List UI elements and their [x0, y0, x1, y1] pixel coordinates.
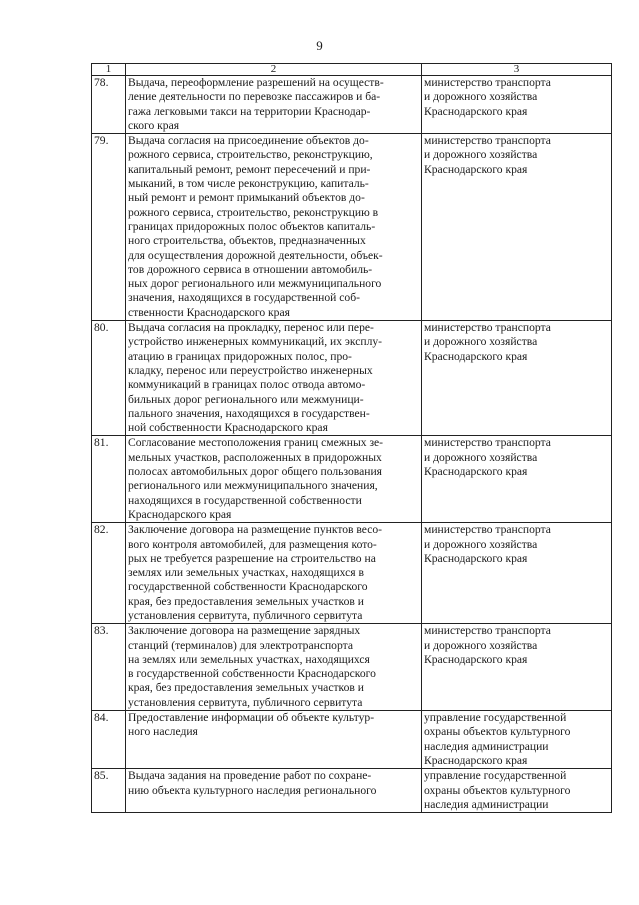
service-line: установления сервитута, публичного сервитута — [128, 695, 363, 709]
authority-line: Краснодарского края — [424, 162, 528, 176]
service-line: вого контроля автомобилей, для размещения кото- — [128, 537, 377, 551]
responsible-authority — [422, 134, 612, 321]
service-line: для осуществления дорожной деятельности, объек- — [128, 248, 383, 262]
service-description — [126, 76, 422, 134]
responsible-authority — [422, 76, 612, 134]
responsible-authority — [422, 523, 612, 624]
service-line: ление деятельности по перевозке пассажиров и ба- — [128, 90, 381, 104]
service-line: пального значения, находящихся в государствен- — [128, 406, 370, 420]
service-line: ный ремонт и ремонт примыканий объектов до- — [128, 191, 365, 205]
authority-line: наследия администрации — [424, 797, 549, 811]
service-line: капитальный ремонт, ремонт пересечений и при- — [128, 162, 371, 176]
service-description — [126, 624, 422, 711]
row-number: 84. — [92, 711, 126, 769]
row-number: 82. — [92, 523, 126, 624]
authority-line: Краснодарского края — [424, 349, 528, 363]
authority-line: охраны объектов культурного — [424, 783, 571, 797]
service-line: мыканий, в том числе реконструкцию, капиталь- — [128, 177, 369, 191]
authority-line: министерство транспорта — [424, 624, 551, 638]
authority-line: министерство транспорта — [424, 436, 551, 450]
row-number: 78. — [92, 76, 126, 134]
authority-line: и дорожного хозяйства — [424, 90, 538, 104]
service-line: Выдача задания на проведение работ по сохране- — [128, 769, 372, 783]
service-line: ного наследия — [128, 725, 198, 739]
service-line: находящихся в государственной собственности — [128, 493, 362, 507]
service-description — [126, 523, 422, 624]
service-line: рожного сервиса, строительство, реконструкцию, — [128, 148, 373, 162]
service-line: землях или земельных участках, находящихся в — [128, 566, 364, 580]
authority-line: Краснодарского края — [424, 753, 528, 767]
page-number: 9 — [316, 38, 323, 53]
table-header-row — [92, 64, 612, 76]
table-row — [92, 624, 612, 711]
service-description — [126, 321, 422, 436]
service-line: Предоставление информации об объекте культур- — [128, 711, 375, 725]
table-row — [92, 711, 612, 769]
row-number: 79. — [92, 134, 126, 321]
service-line: ственности Краснодарского края — [128, 305, 290, 319]
table-row — [92, 76, 612, 134]
authority-line: министерство транспорта — [424, 321, 551, 335]
table-row — [92, 134, 612, 321]
service-line: края, без предоставления земельных участков и — [128, 594, 364, 608]
service-line: Заключение договора на размещение пунктов весо- — [128, 523, 383, 537]
service-line: рых не требуется разрешение на строительство на — [128, 551, 376, 565]
responsible-authority — [422, 769, 612, 813]
authority-line: Краснодарского края — [424, 465, 528, 479]
table-row — [92, 523, 612, 624]
responsible-authority — [422, 624, 612, 711]
service-line: Краснодарского края — [128, 507, 232, 521]
authority-line: и дорожного хозяйства — [424, 537, 538, 551]
service-description — [126, 769, 422, 813]
header-col-1: 1 — [92, 64, 126, 76]
service-line: устройство инженерных коммуникаций, их эксплу- — [128, 335, 383, 349]
authority-line: министерство транспорта — [424, 523, 551, 537]
service-line: Выдача согласия на прокладку, перенос или пере- — [128, 321, 374, 335]
service-line: в государственной собственности Краснодарского — [128, 667, 376, 681]
table-row — [92, 769, 612, 813]
service-line: ной собственности Краснодарского края — [128, 421, 328, 435]
table-row — [92, 436, 612, 523]
service-line: регионального или межмуниципального значения, — [128, 479, 378, 493]
service-line: значения, находящихся в государственной соб- — [128, 291, 360, 305]
service-line: Согласование местоположения границ смежных зе- — [128, 436, 384, 450]
service-line: ных дорог регионального или межмуниципального — [128, 277, 382, 291]
header-col-3: 3 — [422, 64, 612, 76]
authority-line: управление государственной — [424, 769, 567, 783]
authority-line: и дорожного хозяйства — [424, 450, 538, 464]
service-line: ного строительства, объектов, предназначенных — [128, 234, 366, 248]
authority-line: Краснодарского края — [424, 551, 528, 565]
row-number: 80. — [92, 321, 126, 436]
row-number: 81. — [92, 436, 126, 523]
services-table — [91, 63, 612, 813]
authority-line: и дорожного хозяйства — [424, 335, 538, 349]
service-line: Выдача, переоформление разрешений на осуществ- — [128, 76, 384, 89]
service-line: атацию в границах придорожных полос, про- — [128, 349, 352, 363]
row-number: 85. — [92, 769, 126, 813]
authority-line: министерство транспорта — [424, 134, 551, 148]
service-line: гажа легковыми такси на территории Краснодар- — [128, 104, 371, 118]
row-number: 83. — [92, 624, 126, 711]
service-line: на землях или земельных участках, находящихся — [128, 652, 370, 666]
service-line: бильных дорог регионального или межмуници- — [128, 392, 364, 406]
service-description — [126, 134, 422, 321]
service-line: нию объекта культурного наследия регионального — [128, 783, 377, 797]
authority-line: министерство транспорта — [424, 76, 551, 89]
authority-line: Краснодарского края — [424, 104, 528, 118]
responsible-authority — [422, 436, 612, 523]
service-description — [126, 436, 422, 523]
service-line: коммуникаций в границах полос отвода автомо- — [128, 378, 366, 392]
service-line: ского края — [128, 118, 180, 132]
authority-line: и дорожного хозяйства — [424, 638, 538, 652]
authority-line: охраны объектов культурного — [424, 725, 571, 739]
service-line: тов дорожного сервиса в отношении автомобиль- — [128, 262, 373, 276]
table-row — [92, 321, 612, 436]
service-line: рожного сервиса, строительство, реконструкцию в — [128, 205, 379, 219]
responsible-authority — [422, 321, 612, 436]
service-line: края, без предоставления земельных участков и — [128, 681, 364, 695]
authority-line: управление государственной — [424, 711, 567, 725]
service-line: станций (терминалов) для электротранспорта — [128, 638, 353, 652]
service-line: полосах автомобильных дорог общего пользования — [128, 465, 382, 479]
service-line: границах придорожных полос объектов капиталь- — [128, 219, 376, 233]
service-line: Выдача согласия на присоединение объектов до- — [128, 134, 369, 148]
service-line: мельных участков, расположенных в придорожных — [128, 450, 382, 464]
service-line: государственной собственности Краснодарского — [128, 580, 368, 594]
authority-line: Краснодарского края — [424, 652, 528, 666]
service-description — [126, 711, 422, 769]
service-line: Заключение договора на размещение зарядных — [128, 624, 361, 638]
authority-line: и дорожного хозяйства — [424, 148, 538, 162]
authority-line: наследия администрации — [424, 739, 549, 753]
service-line: кладку, перенос или переустройство инженерных — [128, 363, 373, 377]
responsible-authority — [422, 711, 612, 769]
header-col-2: 2 — [126, 64, 422, 76]
service-line: установления сервитута, публичного сервитута — [128, 608, 363, 622]
